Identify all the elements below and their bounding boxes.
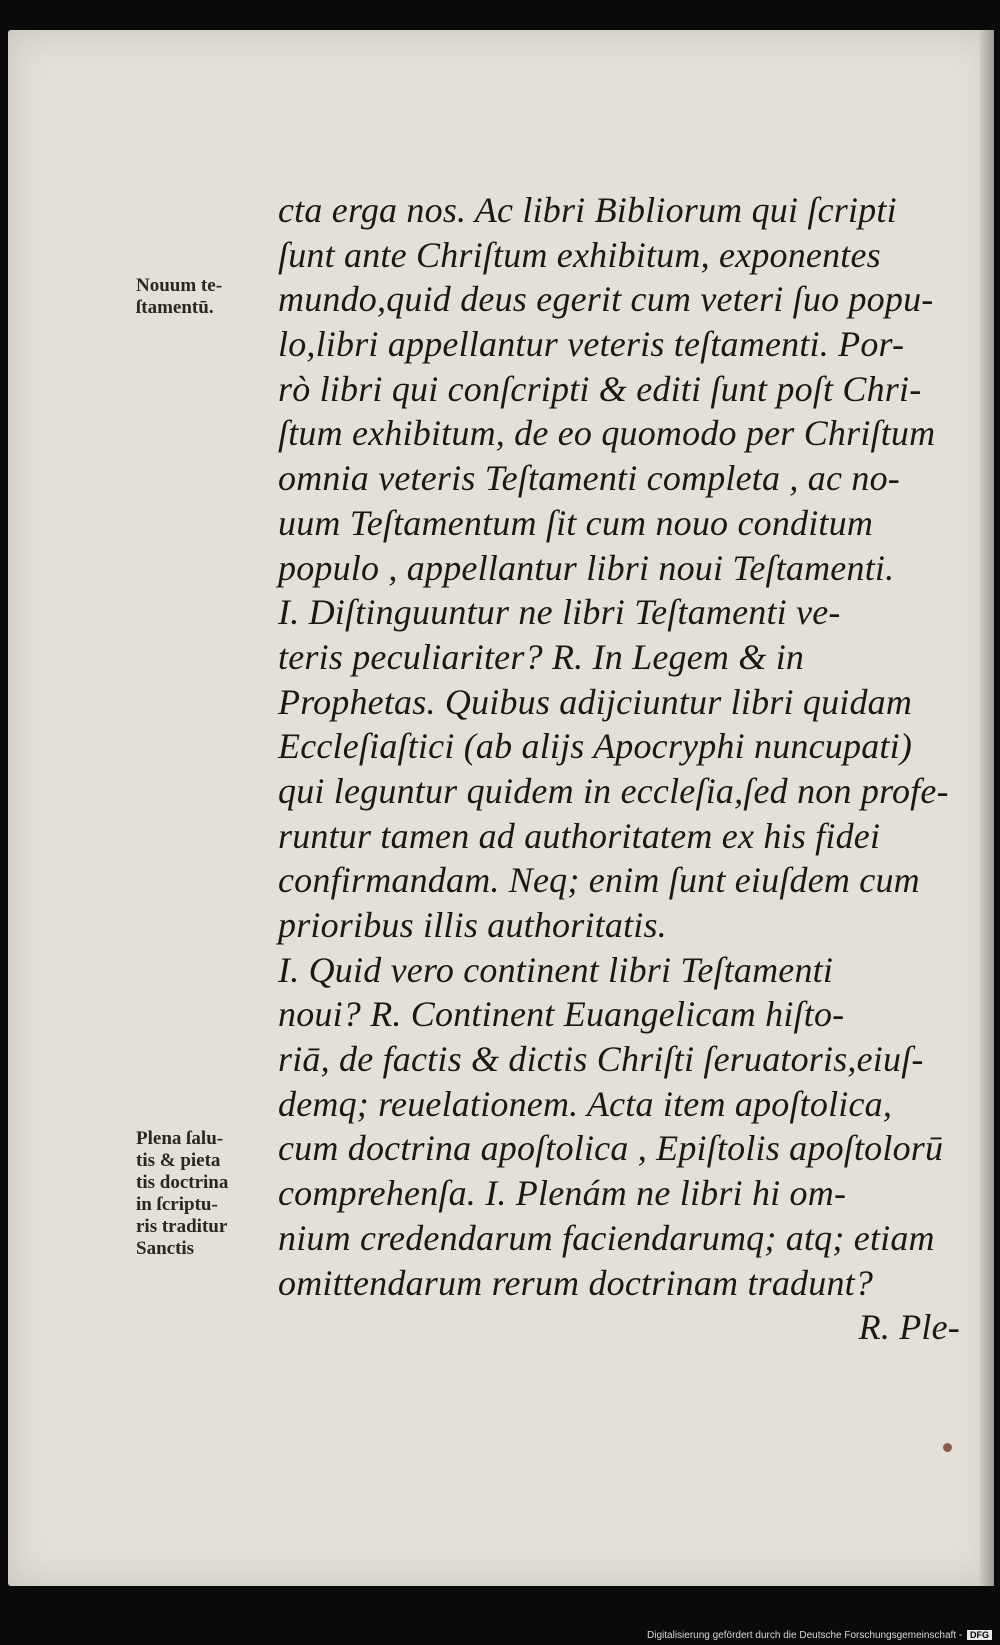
text-line: comprehenſa. I. Plenám ne libri hi om-: [278, 1173, 847, 1214]
book-page: [8, 30, 994, 1586]
dfg-logo: DFG: [967, 1630, 992, 1640]
text-line: Eccleſiaſtici (ab alijs Apocryphi nuncupati): [278, 726, 913, 767]
text-line: nium credendarum faciendarumq; atq; etiam: [278, 1217, 935, 1258]
digitization-footer: [647, 1630, 992, 1641]
margin-note-plena-salutis: [136, 1128, 228, 1260]
text-line: runtur tamen ad authoritatem ex his fidei: [278, 815, 881, 856]
margin-note-line: in ſcriptu-: [136, 1194, 218, 1215]
footer-text: Digitalisierung gefördert durch die Deutsche Forschungsgemeinschaft -: [647, 1630, 963, 1641]
text-line: omittendarum rerum doctrinam tradunt?: [278, 1262, 874, 1303]
text-line: confirmandam. Neq; enim ſunt eiuſdem cum: [278, 860, 920, 901]
main-text-block: [278, 188, 968, 1350]
margin-note-line: Sanctis: [136, 1238, 195, 1259]
text-line: ſtum exhibitum, de eo quomodo per Chriſtum: [278, 413, 936, 454]
text-line: cum doctrina apoſtolica , Epiſtolis apoſtolorū: [278, 1128, 944, 1169]
text-line: uum Teſtamentum ſit cum nouo conditum: [278, 502, 874, 543]
margin-note-line: tis & pieta: [136, 1150, 221, 1171]
text-line: mundo,quid deus egerit cum veteri ſuo popu-: [278, 279, 934, 320]
text-line: lo,libri appellantur veteris teſtamenti. Por-: [278, 324, 905, 365]
margin-note-line: Plena ſalu-: [136, 1128, 224, 1149]
text-line: cta erga nos. Ac libri Bibliorum qui ſcripti: [278, 190, 897, 230]
text-line: riā, de factis & dictis Chriſti ſeruatoris,eiuſ-: [278, 1039, 924, 1080]
text-line: I. Quid vero continent libri Teſtamenti: [278, 949, 834, 990]
margin-note-line: Nouum te-: [136, 275, 223, 296]
text-line: prioribus illis authoritatis.: [278, 905, 667, 945]
text-line: teris peculiariter? R. In Legem & in: [278, 636, 805, 677]
page-edge: [980, 30, 994, 1586]
text-line: rò libri qui conſcripti & editi ſunt poſt Chri-: [278, 368, 922, 409]
margin-note-novum-testamentum: [136, 275, 222, 319]
catchword: R. Ple-: [858, 1307, 960, 1348]
text-line: Prophetas. Quibus adijciuntur libri quidam: [278, 681, 913, 722]
text-line: ſunt ante Chriſtum exhibitum, exponentes: [278, 234, 881, 275]
text-line: populo , appellantur libri noui Teſtamenti.: [278, 547, 895, 588]
text-line: demq; reuelationem. Acta item apoſtolica,: [278, 1083, 893, 1124]
margin-note-line: ris traditur: [136, 1216, 228, 1237]
text-line: noui? R. Continent Euangelicam hiſto-: [278, 994, 845, 1035]
text-line: I. Diſtinguuntur ne libri Teſtamenti ve-: [278, 592, 841, 633]
text-line: qui leguntur quidem in eccleſia,ſed non profe-: [278, 770, 949, 811]
ink-spot: [943, 1443, 952, 1452]
text-line: omnia veteris Teſtamenti completa , ac no-: [278, 458, 900, 499]
margin-note-line: ſtamentū.: [136, 297, 214, 318]
margin-note-line: tis doctrina: [136, 1172, 229, 1193]
